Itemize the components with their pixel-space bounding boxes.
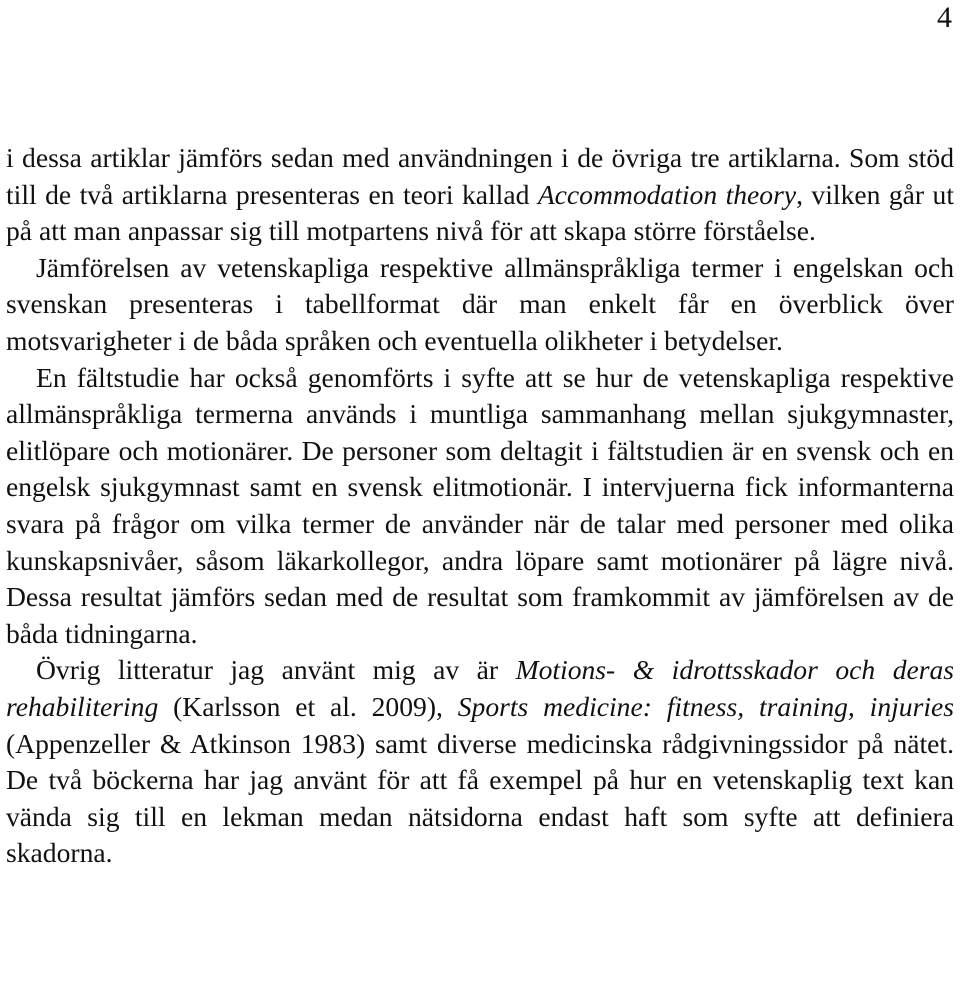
paragraph-3 <box>6 360 954 653</box>
paragraph-4-text-a: Övrig litteratur jag använt mig av är <box>36 654 516 686</box>
paragraph-2 <box>6 250 954 360</box>
paragraph-1-text-b: , vilken går ut på att man anpassar sig till motpartens nivå för att skapa större förståelse. <box>6 178 954 247</box>
page-number: 4 <box>937 1 952 34</box>
paragraph-4-text-c: (Appenzeller & Atkinson 1983) samt diverse medicinska rådgivningssidor på nätet. De två böckerna har jag använt för att få exempel på hur en vetenskaplig text kan vända sig till en lekman medan nätsidorna endast haft som syfte att definiera skadorna. <box>6 727 954 869</box>
paragraph-1-text-a: i dessa artiklar jämförs sedan med användningen i de övriga tre artiklarna. Som stöd till de två artiklarna presenteras en teori kallad <box>6 142 954 210</box>
paragraph-4 <box>6 652 954 872</box>
paragraph-4-book-title-2: Sports medicine: fitness, training, injuries <box>457 690 954 722</box>
paragraph-3-text: En fältstudie har också genomförts i syfte att se hur de vetenskapliga respektive allmänspråkliga termerna används i muntliga sammanhang mellan sjukgymnaster, elitlöpare och motionärer. De personer som deltagit i fältstudien är en svensk och en engelsk sjukgymnast samt en svensk elitmotionär. I intervjuerna fick informanterna svara på frågor om vilka termer de använder när de talar med personer med olika kunskapsnivåer, såsom läkarkollegor, andra löpare samt motionärer på lägre nivå. Dessa resultat jämförs sedan med de resultat som framkommit av jämförelsen av de båda tidningarna. <box>6 361 954 649</box>
paragraph-1 <box>6 140 954 250</box>
paragraph-1-italic-term: Accommodation theory <box>537 178 797 210</box>
paragraph-2-text: Jämförelsen av vetenskapliga respektive allmänspråkliga termer i engelskan och svenskan presenteras i tabellformat där man enkelt får en överblick över motsvarigheter i de båda språken och eventuella olikheter i betydelser. <box>6 251 954 356</box>
paragraph-4-text-b: (Karlsson et al. 2009), <box>158 690 458 722</box>
paragraph-4-book-title-1: Motions- & idrottsskador och deras rehabilitering <box>6 654 955 722</box>
body-text <box>6 140 954 872</box>
